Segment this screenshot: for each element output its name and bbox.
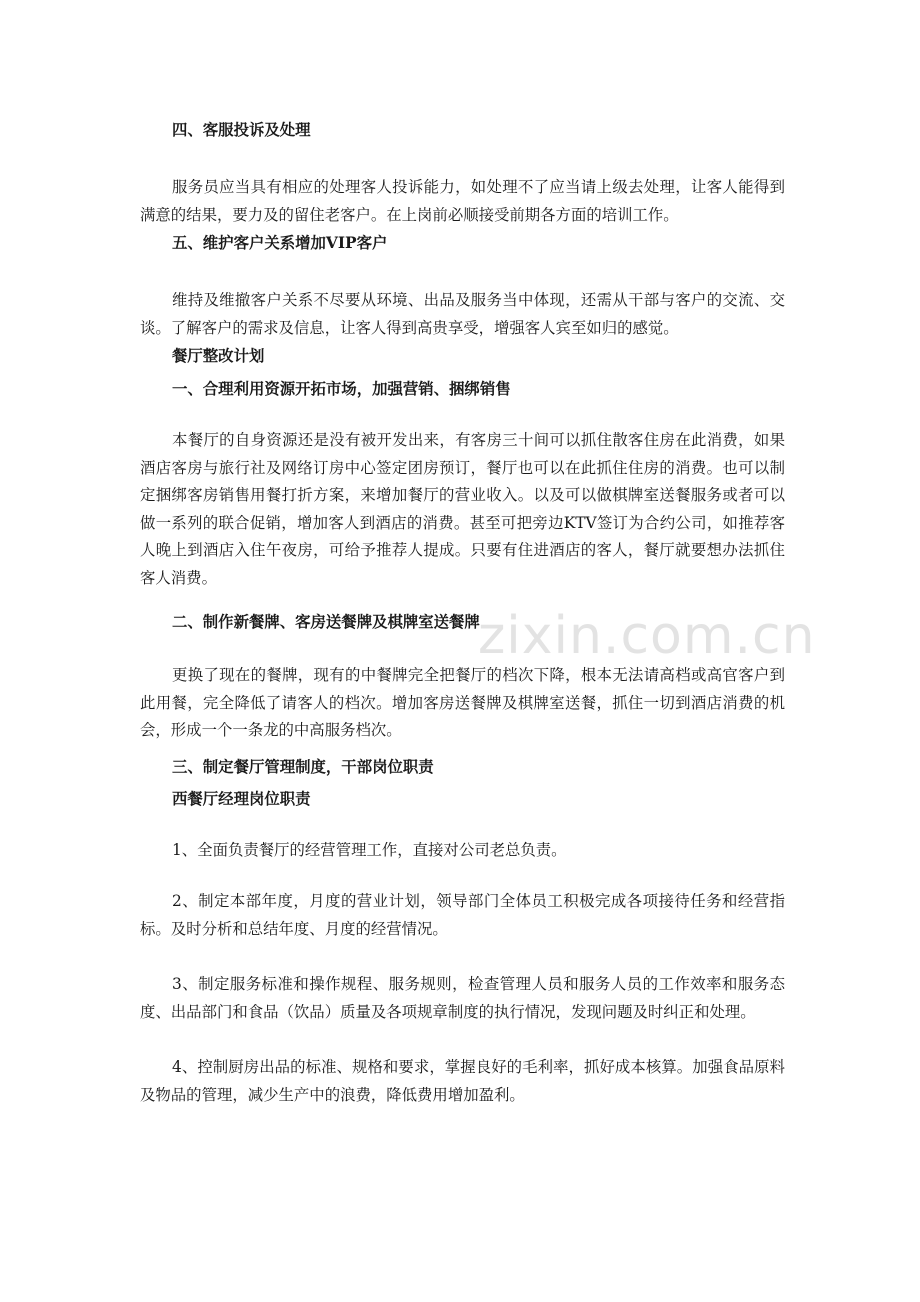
section-heading-vip-clients: 五、维护客户关系增加VIP客户	[172, 234, 388, 252]
duty-item-2: 2、制定本部年度，月度的营业计划，领导部门全体员工积极完成各项接待任务和经营指标。及时分析和总结年度、月度的经营情况。	[140, 892, 785, 938]
duty-item-4: 4、控制厨房出品的标准、规格和要求，掌握良好的毛利率，抓好成本核算。加强食品原料及物品的管理，减少生产中的浪费，降低费用增加盈利。	[140, 1058, 785, 1104]
watermark: zixin.com.cn	[478, 606, 816, 666]
section-heading-customer-complaints: 四、客服投诉及处理	[172, 121, 311, 139]
paragraph-customer-relations: 维持及维撤客户关系不尽要从环境、出品及服务当中体现，还需从干部与客户的交流、交谈。了解客户的需求及信息，让客人得到高贵享受，增强客人宾至如归的感觉。	[140, 291, 785, 337]
title-restaurant-rectification-plan: 餐厅整改计划	[172, 347, 265, 365]
paragraph-menu-replacement: 更换了现在的餐牌，现有的中餐牌完全把餐厅的档次下降，根本无法请高档或高官客户到此用餐，完全降低了请客人的档次。增加客房送餐牌及棋牌室送餐，抓住一切到酒店消费的机会，形成一个一条龙的中高服务档次。	[140, 666, 785, 739]
subheading-manager-duties: 西餐厅经理岗位职责	[172, 790, 311, 808]
section-heading-marketing: 一、合理利用资源开拓市场，加强营销、捆绑销售	[172, 380, 511, 398]
section-heading-new-menus: 二、制作新餐牌、客房送餐牌及棋牌室送餐牌	[172, 613, 480, 631]
duty-item-1: 1、全面负责餐厅的经营管理工作，直接对公司老总负责。	[172, 841, 567, 859]
section-heading-management-system: 三、制定餐厅管理制度，干部岗位职责	[172, 758, 434, 776]
paragraph-resource-utilization: 本餐厅的自身资源还是没有被开发出来，有客房三十间可以抓住散客住房在此消费，如果酒店客房与旅行社及网络订房中心签定团房预订，餐厅也可以在此抓住住房的消费。也可以制定捆绑客房销售用餐打折方案，来增加餐厅的营业收入。以及可以做棋牌室送餐服务或者可以做一系列的联合促销，增加客人到酒店的消费。甚至可把旁边KTV签订为合约公司，如推荐客人晚上到酒店入住午夜房，可给予推荐人提成。只要有住进酒店的客人，餐厅就要想办法抓住客人消费。	[140, 431, 785, 587]
paragraph-complaint-handling: 服务员应当具有相应的处理客人投诉能力，如处理不了应当请上级去处理，让客人能得到满意的结果，要力及的留住老客户。在上岗前必顺接受前期各方面的培训工作。	[140, 178, 785, 224]
duty-item-3: 3、制定服务标准和操作规程、服务规则，检查管理人员和服务人员的工作效率和服务态度、出品部门和食品（饮品）质量及各项规章制度的执行情况，发现问题及时纠正和处理。	[140, 975, 785, 1021]
